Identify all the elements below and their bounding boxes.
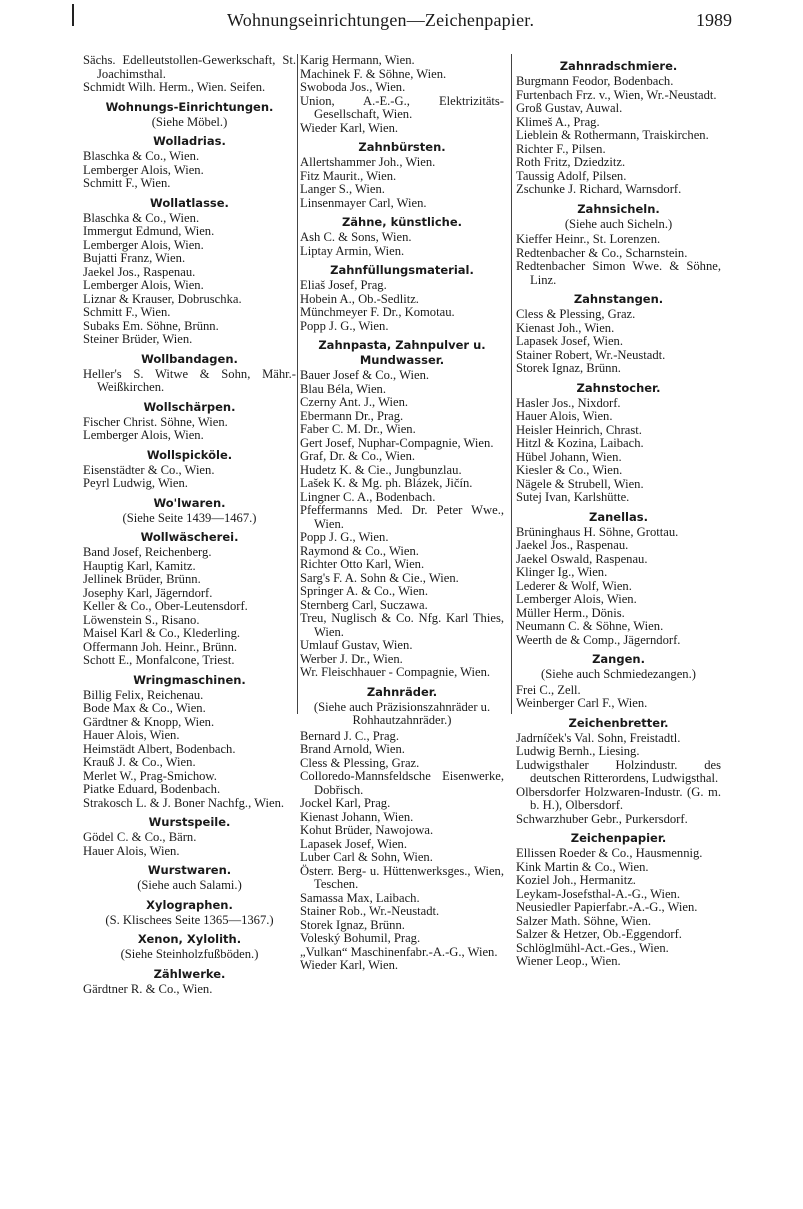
category-heading: Wollbandagen. xyxy=(141,351,238,366)
directory-entry: Neusiedler Papierfabr.-A.-G., Wien. xyxy=(516,900,698,914)
directory-entry: Karig Hermann, Wien. xyxy=(300,53,415,67)
directory-entry: Bauer Josef & Co., Wien. xyxy=(300,368,430,382)
directory-entry: Löwenstein S., Risano. xyxy=(83,612,200,627)
column-left xyxy=(83,54,296,996)
directory-entry: Ellissen Roeder & Co., Hausmennig. xyxy=(516,846,703,860)
directory-entry: Billig Felix, Reichenau. xyxy=(83,687,204,702)
directory-entry: Fitz Maurit., Wien. xyxy=(300,168,397,183)
cross-reference-note: (Siehe auch Präzisionszahnräder u. Rohhautzahnräder.) xyxy=(313,699,491,727)
directory-entry: Allertshammer Joh., Wien. xyxy=(300,155,436,169)
directory-entry: Hauer Alois, Wien. xyxy=(516,409,613,423)
column-right xyxy=(516,54,721,969)
directory-entry: Ludwig Bernh., Liesing. xyxy=(516,744,640,758)
category-heading: Zahnradschmiere. xyxy=(559,59,678,73)
directory-entry: Gert Josef, Nuphar-Compagnie, Wien. xyxy=(300,435,494,450)
directory-entry: Hitzl & Kozina, Laibach. xyxy=(516,436,644,450)
cross-reference-note: (Siehe auch Salami.) xyxy=(137,878,242,892)
category-heading: Zeichenpapier. xyxy=(570,831,667,845)
category-heading: Wurstspeile. xyxy=(148,815,231,829)
directory-entry: Luber Carl & Sohn, Wien. xyxy=(300,850,433,864)
directory-entry: Olbersdorfer Holzwaren-Industr. (G. m. b. H.), Olbersdorf. xyxy=(516,784,721,812)
directory-entry: Lingner C. A., Bodenbach. xyxy=(300,489,436,504)
directory-entry: Ash C. & Sons, Wien. xyxy=(300,230,412,244)
directory-entry: Hudetz K. & Cie., Jungbunzlau. xyxy=(300,462,462,477)
directory-entry: Colloredo-Mannsfeldsche Eisenwerke, Dobřisch. xyxy=(300,769,504,797)
directory-entry: Lemberger Alois, Wien. xyxy=(83,278,204,292)
directory-entry: Band Josef, Reichenberg. xyxy=(83,545,212,559)
directory-entry: Jellinek Brüder, Brünn. xyxy=(83,572,201,586)
directory-entry: Keller & Co., Ober-Leutensdorf. xyxy=(83,599,248,613)
directory-entry: Burgmann Feodor, Bodenbach. xyxy=(516,74,674,88)
column-rule xyxy=(297,54,298,714)
directory-entry: Lapasek Josef, Wien. xyxy=(516,334,623,348)
directory-entry: Lemberger Alois, Wien. xyxy=(83,237,204,252)
category-heading: Zangen. xyxy=(592,652,645,666)
directory-entry: Blaschka & Co., Wien. xyxy=(83,149,200,163)
directory-entry: Popp J. G., Wien. xyxy=(300,530,389,544)
directory-entry: Hübel Johann, Wien. xyxy=(516,449,622,464)
directory-entry: Linsenmayer Carl, Wien. xyxy=(300,195,427,210)
directory-entry: „Vulkan“ Maschinenfabr.-A.-G., Wien. xyxy=(300,944,498,959)
directory-entry: Sarg's F. A. Sohn & Cie., Wien. xyxy=(300,570,459,585)
directory-entry: Wieder Karl, Wien. xyxy=(300,958,399,972)
directory-entry: Hobein A., Ob.-Sedlitz. xyxy=(300,291,419,306)
directory-entry: Krauß J. & Co., Wien. xyxy=(83,755,196,769)
directory-entry: Subaks Em. Söhne, Brünn. xyxy=(83,318,219,333)
directory-entry: Heisler Heinrich, Chrast. xyxy=(516,422,642,437)
directory-entry: Storek Ignaz, Brünn. xyxy=(516,361,621,375)
category-heading: Xylographen. xyxy=(146,897,233,912)
directory-entry: Storek Ignaz, Brünn. xyxy=(300,917,405,932)
directory-entry: Maisel Karl & Co., Klederling. xyxy=(83,626,241,640)
directory-entry: Richter Otto Karl, Wien. xyxy=(300,557,425,571)
directory-entry: Faber C. M. Dr., Wien. xyxy=(300,422,416,436)
directory-entry: Heimstädt Albert, Bodenbach. xyxy=(83,741,236,756)
directory-entry: Eliaš Josef, Prag. xyxy=(300,278,387,292)
directory-entry: Lašek K. & Mg. ph. Blázek, Jičín. xyxy=(300,476,473,490)
directory-entry: Salzer & Hetzer, Ob.-Eggendorf. xyxy=(516,927,682,941)
directory-entry: Langer S., Wien. xyxy=(300,182,385,196)
directory-entry: Groß Gustav, Auwal. xyxy=(516,101,623,115)
category-heading: Zählwerke. xyxy=(153,966,226,981)
directory-entry: Kink Martin & Co., Wien. xyxy=(516,859,649,874)
category-heading: Wringmaschinen. xyxy=(133,672,246,687)
category-heading: Zahnbürsten. xyxy=(358,140,446,154)
directory-entry: Lemberger Alois, Wien. xyxy=(83,428,204,442)
category-heading: Wo'lwaren. xyxy=(153,495,226,510)
directory-entry: Gödel C. & Co., Bärn. xyxy=(83,830,197,844)
directory-entry: Wiener Leop., Wien. xyxy=(516,954,621,968)
category-heading: Xenon, Xylolith. xyxy=(137,932,242,946)
directory-entry: Raymond & Co., Wien. xyxy=(300,543,419,558)
directory-entry: Bujatti Franz, Wien. xyxy=(83,251,186,265)
directory-entry: Ludwigsthaler Holzindustr. des deutschen Ritterordens, Ludwigsthal. xyxy=(516,757,721,785)
page-header xyxy=(72,4,732,40)
directory-entry: Schmidt Wilh. Herm., Wien. Seifen. xyxy=(83,80,266,94)
directory-entry: Taussig Adolf, Pilsen. xyxy=(516,168,627,183)
directory-entry: Immergut Edmund, Wien. xyxy=(83,224,215,238)
directory-entry: Werber J. Dr., Wien. xyxy=(300,651,403,666)
directory-entry: Müller Herm., Dönis. xyxy=(516,605,625,620)
directory-entry: Weerth de & Comp., Jägerndorf. xyxy=(516,632,681,647)
directory-entry: Wieder Karl, Wien. xyxy=(300,120,399,135)
cross-reference-note: (Siehe Steinholzfußböden.) xyxy=(120,947,259,961)
directory-entry: Hauer Alois, Wien. xyxy=(83,728,180,742)
directory-entry: Cless & Plessing, Graz. xyxy=(516,307,636,321)
directory-entry: Schmitt F., Wien. xyxy=(83,176,171,190)
category-heading: Wollspicköle. xyxy=(146,447,233,462)
directory-entry: Roth Fritz, Dziedzitz. xyxy=(516,155,626,169)
category-heading: Zahnstocher. xyxy=(576,380,661,395)
directory-entry: Jockel Karl, Prag. xyxy=(300,796,391,810)
directory-entry: Voleský Bohumil, Prag. xyxy=(300,931,421,945)
directory-entry: Kohut Brüder, Nawojowa. xyxy=(300,823,434,837)
directory-entry: Blaschka & Co., Wien. xyxy=(83,210,200,225)
directory-entry: Jaekel Oswald, Raspenau. xyxy=(516,551,648,566)
directory-entry: Heller's S. Witwe & Sohn, Mähr.-Weißkirchen. xyxy=(83,366,296,394)
cross-reference-note: (Siehe Seite 1439—1467.) xyxy=(122,510,257,525)
directory-entry: Umlauf Gustav, Wien. xyxy=(300,638,413,652)
margin-mark xyxy=(72,4,74,26)
directory-entry: Treu, Nuglisch & Co. Nfg. Karl Thies, Wien. xyxy=(300,611,504,639)
directory-entry: Popp J. G., Wien. xyxy=(300,318,389,333)
directory-entry: Österr. Berg- u. Hüttenwerksges., Wien, Teschen. xyxy=(300,863,504,891)
directory-entry: Eisenstädter & Co., Wien. xyxy=(83,462,215,477)
directory-entry: Jaekel Jos., Raspenau. xyxy=(83,264,196,279)
directory-entry: Hauptig Karl, Kamitz. xyxy=(83,558,196,573)
directory-entry: Hauer Alois, Wien. xyxy=(83,843,180,858)
category-heading: Zahnpasta, Zahnpulver u. Mundwasser. xyxy=(318,338,486,367)
directory-entry: Sternberg Carl, Suczawa. xyxy=(300,597,428,612)
directory-entry: Furtenbach Frz. v., Wien, Wr.-Neustadt. xyxy=(516,87,717,102)
directory-entry: Lieblein & Rothermann, Traiskirchen. xyxy=(516,128,709,142)
directory-entry: Schlöglmühl-Act.-Ges., Wien. xyxy=(516,940,669,955)
directory-entry: Lapasek Josef, Wien. xyxy=(300,836,407,851)
directory-entry: Strakosch L. & J. Boner Nachfg., Wien. xyxy=(83,795,285,810)
directory-entry: Nägele & Strubell, Wien. xyxy=(516,476,644,491)
directory-entry: Schmitt F., Wien. xyxy=(83,305,171,319)
directory-entry: Brüninghaus H. Söhne, Grottau. xyxy=(516,524,679,539)
cross-reference-note: (Siehe auch Sicheln.) xyxy=(564,216,673,231)
directory-entry: Liptay Armin, Wien. xyxy=(300,243,405,258)
cross-reference-note: (S. Klischees Seite 1365—1367.) xyxy=(105,912,274,927)
directory-entry: Springer A. & Co., Wien. xyxy=(300,584,428,598)
directory-entry: Gärdtner & Knopp, Wien. xyxy=(83,714,215,729)
page-title: Wohnungseinrichtungen—Zeichenpapier. xyxy=(227,10,535,30)
directory-entry: Frei C., Zell. xyxy=(516,682,581,697)
category-heading: Wollschärpen. xyxy=(143,399,236,414)
directory-entry: Jadrníček's Val. Sohn, Freistadtl. xyxy=(516,730,681,745)
directory-entry: Bode Max & Co., Wien. xyxy=(83,701,206,715)
cross-reference-note: (Siehe Möbel.) xyxy=(151,114,228,129)
directory-entry: Hasler Jos., Nixdorf. xyxy=(516,395,621,410)
directory-entry: Schwarzhuber Gebr., Purkersdorf. xyxy=(516,811,688,826)
directory-entry: Bernard J. C., Prag. xyxy=(300,728,399,743)
directory-entry: Offermann Joh. Heinr., Brünn. xyxy=(83,639,238,654)
directory-entry: Brand Arnold, Wien. xyxy=(300,742,405,756)
directory-entry: Jaekel Jos., Raspenau. xyxy=(516,538,629,552)
category-heading: Wolladrias. xyxy=(153,134,226,148)
column-middle xyxy=(300,54,504,973)
category-heading: Wollwäscherei. xyxy=(140,530,239,544)
directory-entry: Josephy Karl, Jägerndorf. xyxy=(83,585,213,600)
category-heading: Zahnräder. xyxy=(366,684,438,699)
directory-entry: Lederer & Wolf, Wien. xyxy=(516,578,632,593)
directory-entry: Zschunke J. Richard, Warnsdorf. xyxy=(516,182,682,196)
directory-entry: Lemberger Alois, Wien. xyxy=(516,592,637,606)
directory-entry: Sächs. Edelleutstollen-Gewerkschaft, St. Joachimsthal. xyxy=(83,53,296,81)
directory-entry: Kienast Johann, Wien. xyxy=(300,809,414,824)
directory-entry: Union, A.-E.-G., Elektrizitäts-Gesellschaft, Wien. xyxy=(300,93,504,121)
directory-entry: Wr. Fleischhauer - Compagnie, Wien. xyxy=(300,665,491,679)
directory-entry: Cless & Plessing, Graz. xyxy=(300,755,420,770)
category-heading: Wohnungs-Einrichtungen. xyxy=(105,99,274,114)
directory-entry: Münchmeyer F. Dr., Komotau. xyxy=(300,305,455,319)
category-heading: Zahnsicheln. xyxy=(577,201,660,216)
directory-entry: Sutej Ivan, Karlshütte. xyxy=(516,490,630,504)
category-heading: Zähne, künstliche. xyxy=(341,215,463,229)
column-rule xyxy=(511,54,512,714)
directory-entry: Czerny Ant. J., Wien. xyxy=(300,395,409,409)
directory-entry: Blau Béla, Wien. xyxy=(300,381,386,396)
category-heading: Zeichenbretter. xyxy=(568,715,669,730)
directory-entry: Liznar & Krauser, Dobruschka. xyxy=(83,291,242,306)
directory-entry: Salzer Math. Söhne, Wien. xyxy=(516,913,651,928)
directory-entry: Kieffer Heinr., St. Lorenzen. xyxy=(516,232,661,246)
directory-entry: Klinger Ig., Wien. xyxy=(516,565,608,579)
category-heading: Wurstwaren. xyxy=(147,863,232,877)
directory-entry: Pfeffermanns Med. Dr. Peter Wwe., Wien. xyxy=(300,503,504,531)
directory-entry: Koziel Joh., Hermanitz. xyxy=(516,873,636,887)
category-heading: Zahnfüllungsmaterial. xyxy=(330,263,474,277)
directory-entry: Kienast Joh., Wien. xyxy=(516,320,615,335)
directory-entry: Merlet W., Prag-Smichow. xyxy=(83,768,217,783)
cross-reference-note: (Siehe auch Schmiedezangen.) xyxy=(541,667,696,681)
directory-entry: Kiesler & Co., Wien. xyxy=(516,463,623,477)
directory-entry: Graf, Dr. & Co., Wien. xyxy=(300,449,416,463)
directory-entry: Klimeš A., Prag. xyxy=(516,114,600,129)
directory-entry: Samassa Max, Laibach. xyxy=(300,890,420,905)
directory-entry: Leykam-Josefsthal-A.-G., Wien. xyxy=(516,886,680,901)
directory-entry: Richter F., Pilsen. xyxy=(516,141,606,156)
directory-entry: Ebermann Dr., Prag. xyxy=(300,408,404,423)
directory-entry: Lemberger Alois, Wien. xyxy=(83,162,204,177)
category-heading: Wollatlasse. xyxy=(150,195,229,210)
directory-entry: Gärdtner R. & Co., Wien. xyxy=(83,981,213,996)
directory-entry: Fischer Christ. Söhne, Wien. xyxy=(83,414,228,429)
category-heading: Zahnstangen. xyxy=(573,292,664,306)
directory-entry: Steiner Brüder, Wien. xyxy=(83,332,193,346)
category-heading: Zanellas. xyxy=(589,509,648,524)
page-number: 1989 xyxy=(696,10,732,30)
directory-entry: Weinberger Carl F., Wien. xyxy=(516,696,648,710)
directory-entry: Redtenbacher & Co., Scharnstein. xyxy=(516,245,688,260)
directory-entry: Machinek F. & Söhne, Wien. xyxy=(300,66,447,81)
directory-entry: Neumann C. & Söhne, Wien. xyxy=(516,619,664,633)
directory-entry: Swoboda Jos., Wien. xyxy=(300,80,406,94)
directory-entry: Stainer Robert, Wr.-Neustadt. xyxy=(516,347,666,362)
directory-entry: Schott E., Monfalcone, Triest. xyxy=(83,653,235,667)
directory-entry: Peyrl Ludwig, Wien. xyxy=(83,476,188,490)
directory-entry: Redtenbacher Simon Wwe. & Söhne, Linz. xyxy=(516,259,721,287)
directory-entry: Piatke Eduard, Bodenbach. xyxy=(83,782,221,796)
directory-entry: Stainer Rob., Wr.-Neustadt. xyxy=(300,904,440,918)
